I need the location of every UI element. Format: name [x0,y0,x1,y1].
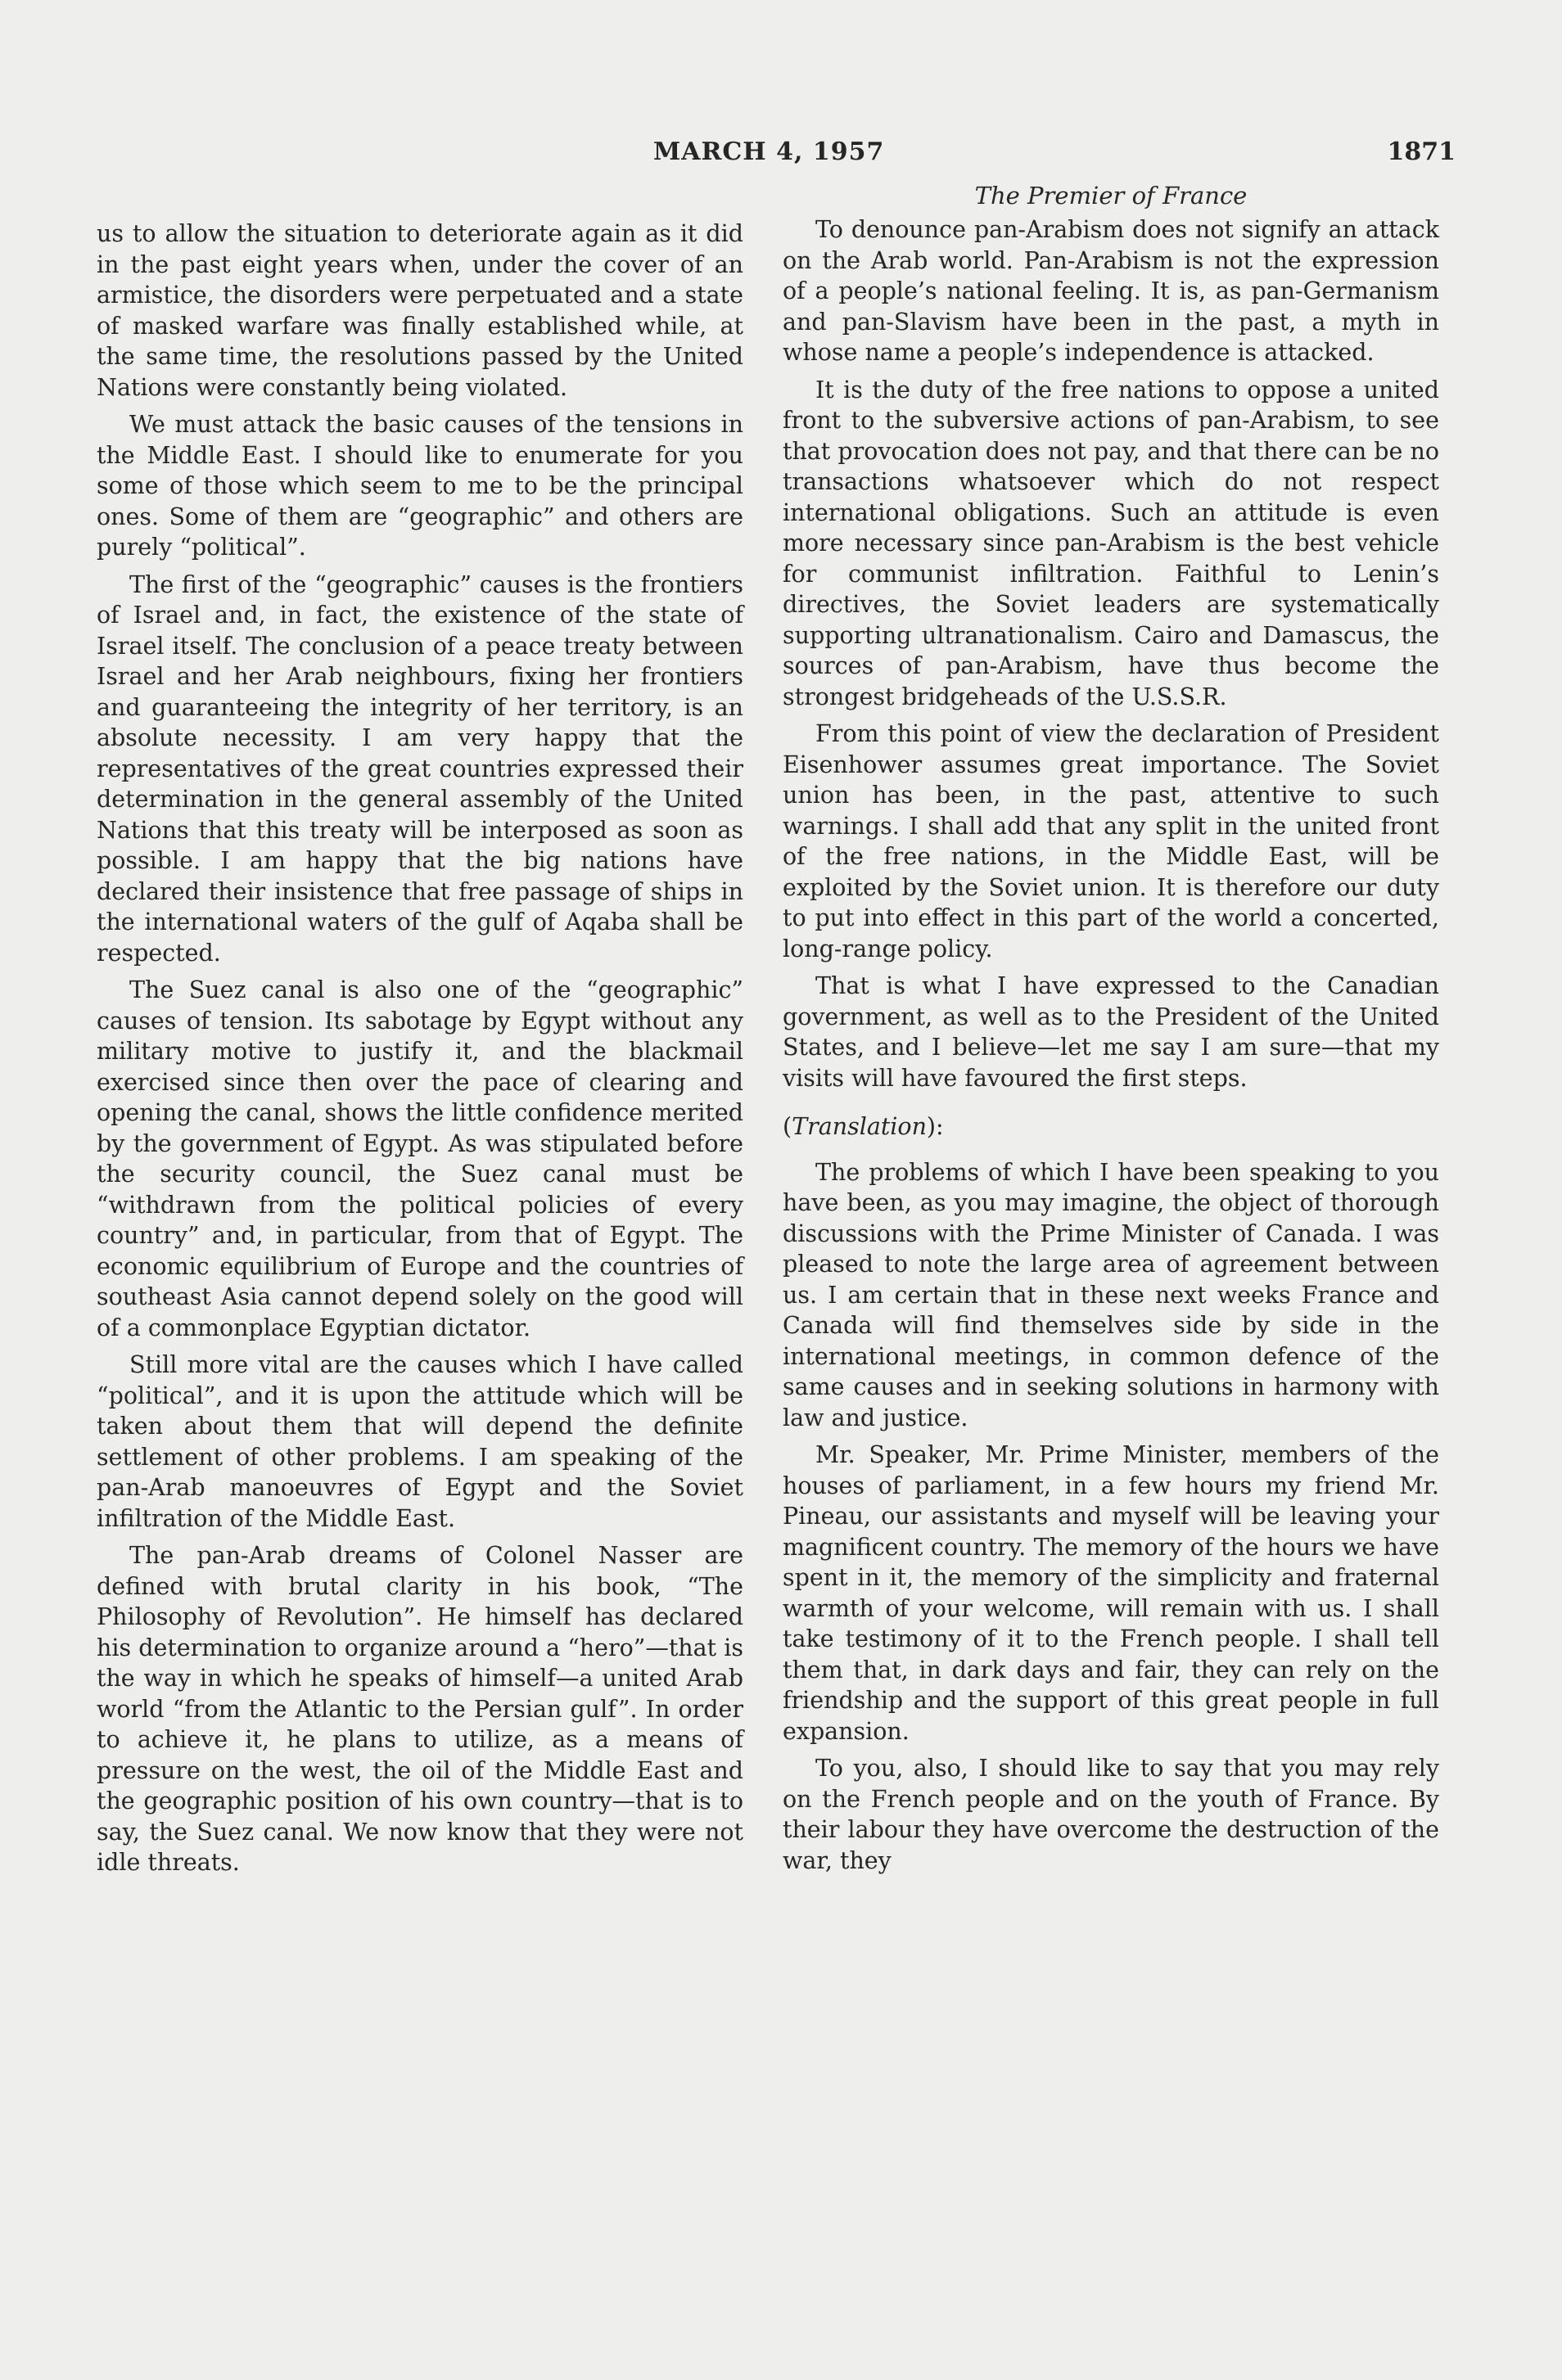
paragraph: From this point of view the declaration of President Eisenhower assumes great importance. The Soviet union has been, in the past, attentive to such warnings. I shall add that any split in the united front of the free nations, in the Middle East, will be exploited by the Soviet union. It is therefore our duty to put into effect in this part of the world a concerted, long-range policy. [783,720,1439,962]
page-header [97,137,1456,178]
translation-label-text: Translation [792,1113,927,1140]
paragraph: us to allow the situation to deteriorate again as it did in the past eight years when, under the cover of an armistice, the disorders were perpetuated and a state of masked warfare was finally established while, at the same time, the resolutions passed by the United Nations were constantly being violated. [97,220,743,401]
paragraph: It is the duty of the free nations to oppose a united front to the subversive actions of pan-Arabism, to see that provocation does not pay, and that there can be no transactions whatsoever which do not respect international obligations. Such an attitude is even more necessary since pan-Arabism is the best vehicle for communist infiltration. Faithful to Lenin’s directives, the Soviet leaders are systematically supporting ultranationalism. Cairo and Damascus, the sources of pan-Arabism, have thus become the strongest bridgeheads of the U.S.S.R. [783,376,1439,710]
right-column [783,214,1439,1882]
page-number: 1871 [1387,137,1456,166]
paragraph: Still more vital are the causes which I have called “political”, and it is upon the attitude which will be taken about them that will depend the definite settlement of other problems. I am speaking of the pan-Arab manoeuvres of Egypt and the Soviet infiltration of the Middle East. [97,1351,743,1532]
paragraph: That is what I have expressed to the Canadian government, as well as to the President of the United States, and I believe—let me say I am sure—that my visits will have favoured the first steps. [783,972,1439,1092]
paragraph: Mr. Speaker, Mr. Prime Minister, members of the houses of parliament, in a few hours my friend Mr. Pineau, our assistants and myself will be leaving your magnificent country. The memory of the hours we have spent in it, the memory of the simplicity and fraternal warmth of your welcome, will remain with us. I shall take testimony of it to the French people. I shall tell them that, in dark days and fair, they can rely on the friendship and the support of this great people in full expansion. [783,1441,1439,1745]
header-date: MARCH 4, 1957 [653,137,885,166]
section-subhead: The Premier of France [974,182,1248,210]
paragraph: The first of the “geographic” causes is the frontiers of Israel and, in fact, the existence of the state of Israel itself. The conclusion of a peace treaty between Israel and her Arab neighbours, fixing her frontiers and guaranteeing the integrity of her territory, is an absolute necessity. I am very happy that the representatives of the great countries expressed their determination in the general assembly of the United Nations that this treaty will be interposed as soon as possible. I am happy that the big nations have declared their insistence that free passage of ships in the international waters of the gulf of Aqaba shall be respected. [97,570,743,967]
paragraph: The Suez canal is also one of the “geographic” causes of tension. Its sabotage by Egypt without any military motive to justify it, and the blackmail exercised since then over the pace of clearing and opening the canal, shows the little confidence merited by the government of Egypt. As was stipulated before the security council, the Suez canal must be “withdrawn from the political policies of every country” and, in particular, from that of Egypt. The economic equilibrium of Europe and the countries of southeast Asia cannot depend solely on the good will of a commonplace Egyptian dictator. [97,976,743,1341]
left-column [97,219,743,1885]
paragraph: To denounce pan-Arabism does not signify an attack on the Arab world. Pan-Arabism is not the expression of a people’s national feeling. It is, as pan-Germanism and pan-Slavism have been in the past, a myth in whose name a people’s independence is attacked. [783,216,1439,366]
translation-label: (Translation): [783,1113,944,1140]
paragraph: We must attack the basic causes of the tensions in the Middle East. I should like to enumerate for you some of those which seem to me to be the principal ones. Some of them are “geographic” and others are purely “political”. [97,411,743,561]
paragraph: The pan-Arab dreams of Colonel Nasser are defined with brutal clarity in his book, “The Philosophy of Revolution”. He himself has declared his determination to organize around a “hero”—that is the way in which he speaks of himself—a united Arab world “from the Atlantic to the Persian gulf”. In order to achieve it, he plans to utilize, as a means of pressure on the west, the oil of the Middle East and the geographic position of his own country—that is to say, the Suez canal. We now know that they were not idle threats. [97,1542,743,1876]
paragraph: To you, also, I should like to say that you may rely on the French people and on the youth of France. By their labour they have overcome the destruction of the war, they [783,1755,1439,1874]
paragraph: The problems of which I have been speaking to you have been, as you may imagine, the object of thorough discussions with the Prime Minister of Canada. I was pleased to note the large area of agreement between us. I am certain that in these next weeks France and Canada will find themselves side by side in the international meetings, in common defence of the same causes and in seeking solutions in harmony with law and justice. [783,1158,1439,1431]
